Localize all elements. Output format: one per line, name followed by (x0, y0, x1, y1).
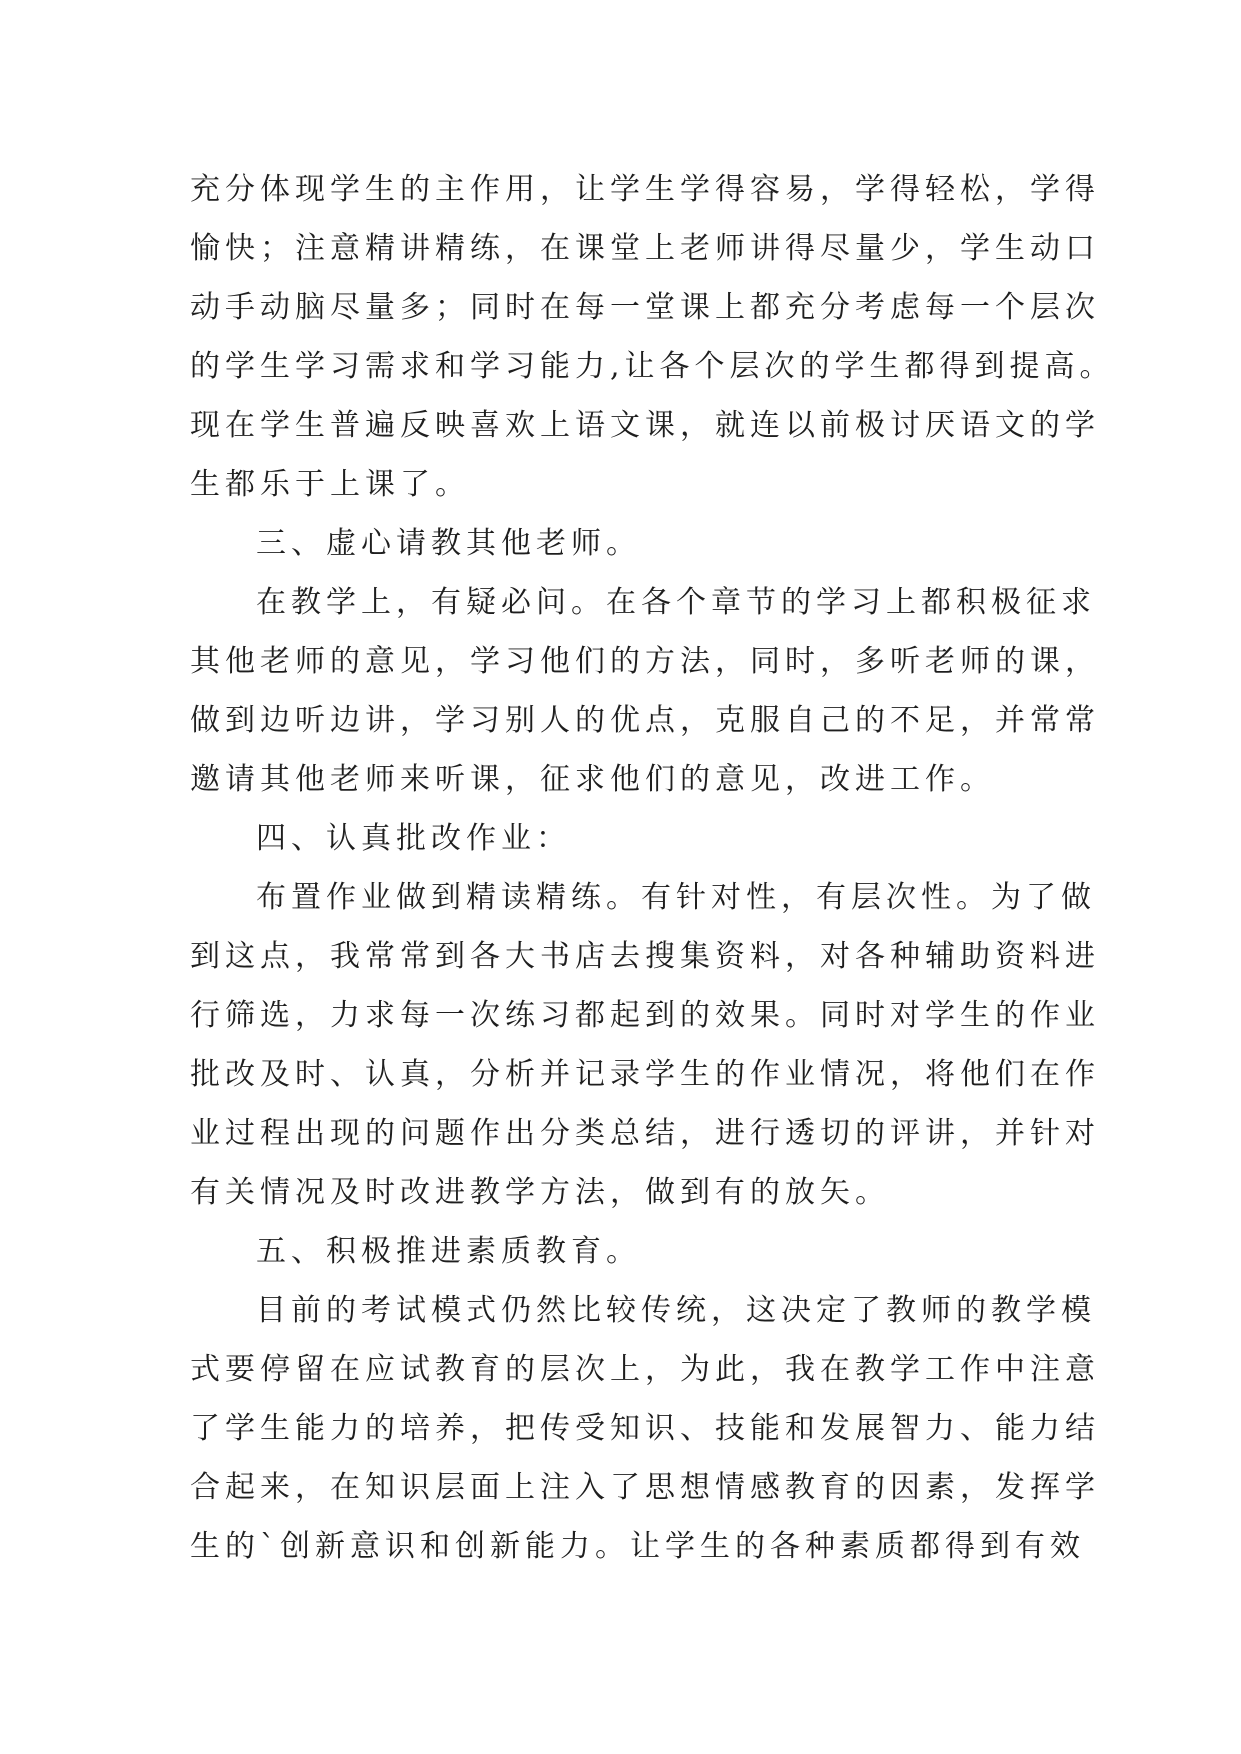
text-line: 做到边听边讲，学习别人的优点，克服自己的不足，并常常 (190, 703, 1100, 738)
text-line: 目前的考试模式仍然比较传统，这决定了教师的教学模 (256, 1293, 1096, 1328)
text-line: 生都乐于上课了。 (190, 467, 470, 502)
text-line: 动手动脑尽量多；同时在每一堂课上都充分考虑每一个层次 (190, 290, 1100, 325)
text-line: 业过程出现的问题作出分类总结，进行透切的评讲，并针对 (190, 1116, 1100, 1151)
text-line: 在教学上，有疑必问。在各个章节的学习上都积极征求 (256, 585, 1096, 620)
text-line: 现在学生普遍反映喜欢上语文课，就连以前极讨厌语文的学 (190, 408, 1100, 443)
text-line: 邀请其他老师来听课，征求他们的意见，改进工作。 (190, 762, 995, 797)
section-heading: 三、虚心请教其他老师。 (256, 526, 641, 561)
text-line: 的学生学习需求和学习能力,让各个层次的学生都得到提高。 (190, 349, 1115, 384)
text-line: 合起来，在知识层面上注入了思想情感教育的因素，发挥学 (190, 1470, 1100, 1505)
text-line: 充分体现学生的主作用，让学生学得容易，学得轻松，学得 (190, 172, 1100, 207)
text-line: 其他老师的意见，学习他们的方法，同时，多听老师的课， (190, 644, 1100, 679)
section-heading: 四、认真批改作业： (256, 821, 571, 856)
document-body (190, 160, 1115, 1576)
text-line: 批改及时、认真，分析并记录学生的作业情况，将他们在作 (190, 1057, 1100, 1092)
text-line: 布置作业做到精读精练。有针对性，有层次性。为了做 (256, 880, 1096, 915)
text-line: 到这点，我常常到各大书店去搜集资料，对各种辅助资料进 (190, 939, 1100, 974)
text-line: 行筛选，力求每一次练习都起到的效果。同时对学生的作业 (190, 998, 1100, 1033)
text-line: 愉快；注意精讲精练，在课堂上老师讲得尽量少，学生动口 (190, 231, 1100, 266)
text-line: 式要停留在应试教育的层次上，为此，我在教学工作中注意 (190, 1352, 1100, 1387)
section-heading: 五、积极推进素质教育。 (256, 1234, 641, 1269)
text-line: 生的`创新意识和创新能力。让学生的各种素质都得到有效 (190, 1529, 1085, 1564)
text-line: 了学生能力的培养，把传受知识、技能和发展智力、能力结 (190, 1411, 1100, 1446)
text-line: 有关情况及时改进教学方法，做到有的放矢。 (190, 1175, 890, 1210)
